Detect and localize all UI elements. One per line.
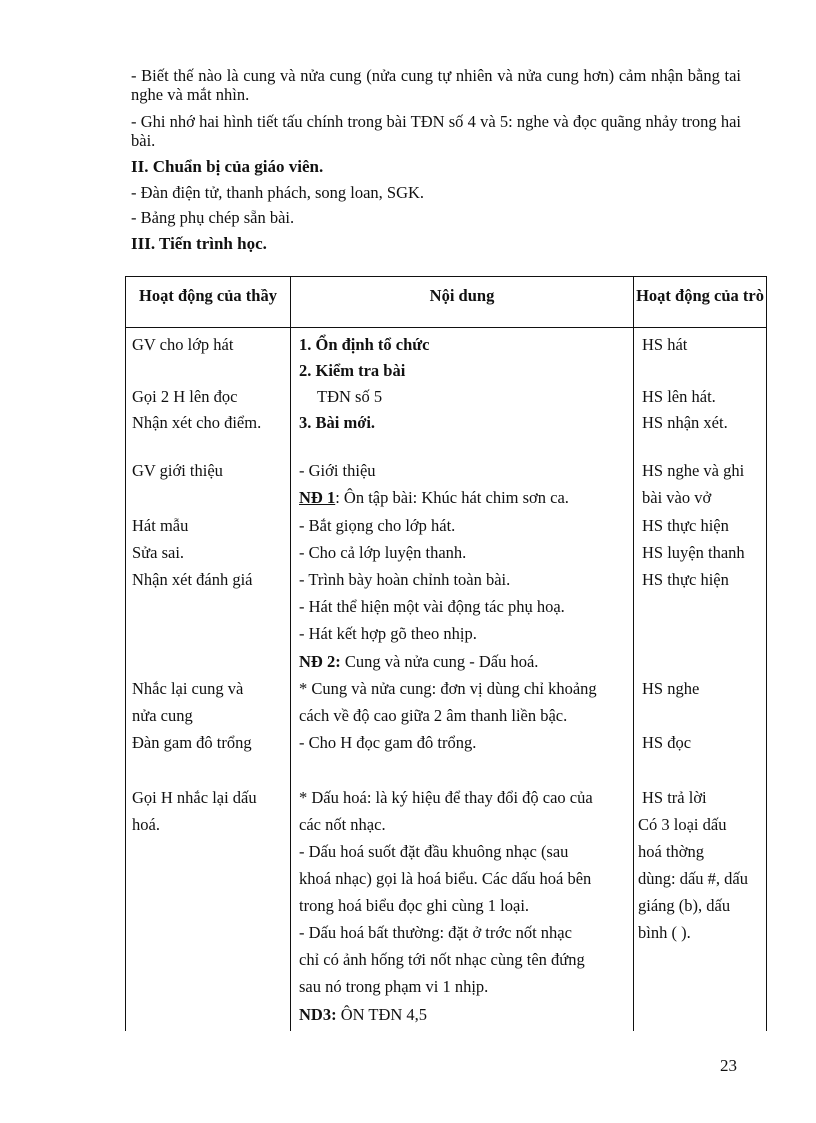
content-line: - Giới thiệu	[299, 461, 376, 480]
nd3-text: ÔN TĐN 4,5	[336, 1005, 428, 1024]
content-line: - Dấu hoá suốt đặt đầu khuông nhạc (sau	[299, 842, 569, 861]
student-activity: HS thực hiện	[642, 570, 729, 589]
student-activity: HS nghe	[642, 679, 700, 698]
preparation-item: - Đàn điện tử, thanh phách, song loan, SGK.	[131, 183, 425, 202]
content-line: cách về độ cao giữa 2 âm thanh liền bậc.	[299, 706, 568, 725]
content-line: chỉ có ảnh hống tới nốt nhạc cùng tên đứng	[299, 950, 585, 969]
content-nd1	[299, 484, 569, 511]
teacher-activity: Nhắc lại cung và	[132, 679, 244, 698]
content-line: 3. Bài mới.	[299, 413, 376, 432]
content-line: - Hát kết hợp gõ theo nhịp.	[299, 624, 477, 643]
teacher-activity: Gọi H nhắc lại dấu	[132, 788, 257, 807]
objective-2: - Ghi nhớ hai hình tiết tấu chính trong bài TĐN số 4 và 5: nghe và đọc quãng nhảy trong hai bài.	[131, 112, 741, 150]
teacher-activity: nửa cung	[132, 706, 193, 725]
teacher-activity: GV cho lớp hát	[132, 335, 234, 354]
section-2-heading: II. Chuẩn bị của giáo viên.	[131, 157, 324, 176]
student-activity: HS nghe và ghi	[642, 461, 745, 480]
student-activity: HS hát	[642, 335, 688, 354]
student-activity: Có 3 loại dấu	[638, 815, 727, 834]
content-nd3	[299, 1001, 427, 1028]
teacher-activity: Đàn gam đô trổng	[132, 733, 252, 752]
teacher-activity: Sửa sai.	[132, 543, 185, 562]
student-activity: HS đọc	[642, 733, 692, 752]
content-line: 1. Ổn định tổ chức	[299, 335, 430, 354]
preparation-item: - Bảng phụ chép sẵn bài.	[131, 208, 295, 227]
nd2-text: Cung và nửa cung - Dấu hoá.	[340, 652, 539, 671]
column-divider	[290, 277, 291, 1031]
lesson-table	[125, 276, 767, 1031]
content-line: - Bắt giọng cho lớp hát.	[299, 516, 456, 535]
teacher-activity: Nhận xét đánh giá	[132, 570, 253, 589]
content-line: - Trình bày hoàn chỉnh toàn bài.	[299, 570, 511, 589]
content-line: * Dấu hoá: là ký hiệu để thay đổi độ cao của	[299, 788, 593, 807]
content-line: - Cho cả lớp luyện thanh.	[299, 543, 467, 562]
content-line: - Hát thể hiện một vài động tác phụ hoạ.	[299, 597, 565, 616]
student-activity: HS thực hiện	[642, 516, 729, 535]
content-line: TĐN số 5	[317, 387, 383, 406]
content-line: - Cho H đọc gam đô trổng.	[299, 733, 477, 752]
content-line: trong hoá biểu đọc ghi cùng 1 loại.	[299, 896, 530, 915]
column-divider	[633, 277, 634, 1031]
header-teacher: Hoạt động của thầy	[139, 289, 277, 305]
content-line: các nốt nhạc.	[299, 815, 386, 834]
teacher-activity: GV giới thiệu	[132, 461, 223, 480]
content-line: 2. Kiểm tra bài	[299, 361, 406, 380]
content-line: sau nó trong phạm vi 1 nhịp.	[299, 977, 489, 996]
student-activity: dùng: dấu #, dấu	[638, 869, 748, 888]
student-activity: HS luyện thanh	[642, 543, 745, 562]
content-line: - Dấu hoá bất thường: đặt ở trớc nốt nhạc	[299, 923, 572, 942]
student-activity: HS nhận xét.	[642, 413, 728, 432]
student-activity: giáng (b), dấu	[638, 896, 731, 915]
page-number: 23	[720, 1056, 737, 1075]
content-line: * Cung và nửa cung: đơn vị dùng chỉ khoảng	[299, 679, 597, 698]
teacher-activity: Nhận xét cho điểm.	[132, 413, 262, 432]
nd3-label: ND3:	[299, 1005, 337, 1024]
teacher-activity: Hát mẫu	[132, 516, 189, 535]
header-student: Hoạt động của trò	[636, 289, 764, 305]
nd2-label: NĐ 2:	[299, 652, 341, 671]
nd1-text: : Ôn tập bài: Khúc hát chim sơn ca.	[335, 488, 569, 507]
student-activity: HS trả lời	[642, 788, 707, 807]
student-activity: bình ( ).	[638, 923, 691, 942]
content-line: khoá nhạc) gọi là hoá biểu. Các dấu hoá bên	[299, 869, 592, 888]
student-activity: HS lên hát.	[642, 387, 716, 406]
header-divider	[126, 327, 766, 328]
section-3-heading: III. Tiến trình học.	[131, 234, 267, 253]
nd1-label: NĐ 1	[299, 488, 336, 507]
student-activity: bài vào vở	[642, 488, 712, 507]
header-content: Nội dung	[429, 289, 495, 305]
content-nd2	[299, 648, 538, 675]
objective-1: - Biết thế nào là cung và nửa cung (nửa cung tự nhiên và nửa cung hơn) cảm nhận bằng tai nghe và mắt nhìn.	[131, 66, 741, 104]
teacher-activity: Gọi 2 H lên đọc	[132, 387, 238, 406]
student-activity: hoá thờng	[638, 842, 705, 861]
teacher-activity: hoá.	[132, 815, 160, 834]
